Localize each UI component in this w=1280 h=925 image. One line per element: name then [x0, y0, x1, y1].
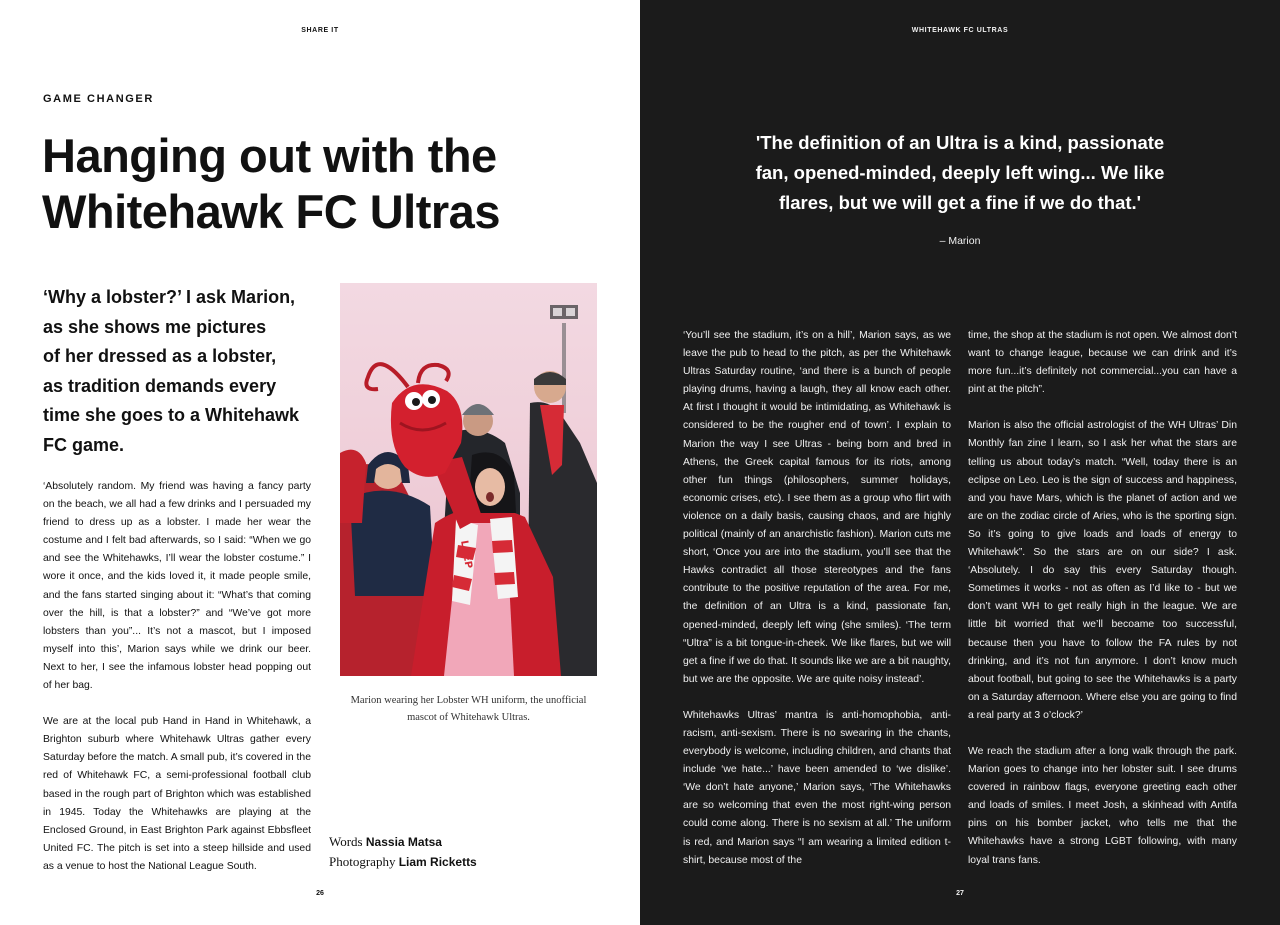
credit-photography	[329, 852, 609, 872]
body-paragraph: ‘You’ll see the stadium, it’s on a hill’, Marion says, as we leave the pub to head to the pitch, as per the Whitehawk Ultras Saturday routine, ‘and there is a bunch of people playing drums, having a laugh, they all know each other. At first I thought it would be intimidating, as Whitehawk is considered to be the rougher end of town’. I explain to Marion the way I see Ultras - being born and bred in Athens, the Greek capital famous for its riots, among other fun things (philosophers, summer holidays, economic crises, etc). I see them as a group who flirt with violence on a daily basis, causing chaos, and are highly political (mainly of an anarchistic fashion). Marion cuts me short, ‘Once you are into the stadium, you’ll see that the Hawks contradict all those stereotypes and the fans contribute to the positive reputation of the area. For me, the definition of an Ultra is a kind, passionate fan, opened-minded, deeply left wing (she smiles). ‘The term “Ultra” is a bit tongue-in-cheek. We like flares, but we will get a fine if we do that. It sounds like we are a bit naughty, but we are the opposite. We are quite noisy instead’.	[683, 330, 951, 685]
scarf-lettering: LREP	[458, 539, 474, 570]
running-head-left: SHARE IT	[301, 27, 339, 34]
right-page	[640, 0, 1280, 925]
standfirst-line: as she shows me pictures	[43, 316, 267, 337]
page-number-right: 27	[956, 890, 964, 897]
article-credits	[329, 832, 609, 872]
standfirst-line: FC game.	[43, 434, 125, 455]
pull-quote-line: flares, but we will get a fine if we do that.'	[778, 192, 1142, 213]
standfirst	[43, 283, 333, 461]
article-headline	[42, 128, 602, 240]
body-column-left	[43, 478, 311, 876]
body-paragraph: Marion is also the official astrologist of the WH Ultras’ Din Monthly fan zine I learn, so I ask her what the stars are telling us about today’s match. “Well, today there is an eclipse on Leo. Leo is the sign of success and happiness, and you have Mars, which is the planet of action and we are on the zodiac circle of Aries, who is the sporting sign. So it’s going to give loads and loads of energy to Whitehawk”. So the stars are on our side? I ask. ‘Absolutely. I do say this every Saturday though. Sometimes it works - not as often as I’d like to - but we don’t want WH to get really high in the league. We are little bit worried that we’ll becoame too successful, because then you have to follow the FA rules by not drinking, and it’s not fun anymore. I don’t know much about football, but going to see the Whitehawks is a party on a Saturday afternoon. Where else you are going to find a real party at 3 o’clock?’	[968, 420, 1237, 721]
page-number-left: 26	[316, 890, 324, 897]
credit-words	[329, 832, 609, 852]
credit-photo-name: Liam Ricketts	[398, 855, 477, 869]
body-paragraph: We are at the local pub Hand in Hand in Whitehawk, a Brighton suburb where Whitehawk Ultras gather every Saturday before the match. A small pub, it’s covered in the red of Whitehawk FC, a semi-professional football club based in the rough part of Brighton which was established in 1945. Today the Whitehawks are playing at the Enclosed Ground, in East Brighton Park against Ebbsfleet United FC. The pitch is set into a steep hillside and used as a venue to host the National League South.	[43, 716, 311, 872]
lobster-fan-photo	[340, 283, 597, 676]
body-paragraph: We reach the stadium after a long walk through the park. Marion goes to change into her lobster suit. I see drums covered in rainbow flags, everyone greeting each other and loads of smiles. I meet Josh, a skinhead with Antifa pins on his bomber jacket, who tells me that the Whitehawks have a strong LGBT following, with many loyal trans fans.	[968, 745, 1237, 866]
quote-attribution: – Marion	[939, 235, 981, 247]
body-paragraph: ‘Absolutely random. My friend was having a fancy party on the beach, we all had a few drinks and I persuaded my friend to dress up as a lobster. I made her wear the costume and I felt bad afterwards, so I said: “When we go and see the Whitehawks, I’ll wear the lobster costume.” I wore it once, and the kids loved it, it made people smile, and the fans started singing about it: “What’s that coming over the hill, is that a lobster?” and “We’ve got more lobsters than you”... It’s not a mascot, but I imposed myself into this’, Marion says while we drink our beer. Next to her, I see the infamous lobster head popping out of her bag.	[43, 481, 311, 692]
pull-quote-line: 'The definition of an Ultra is a kind, passionate	[755, 132, 1165, 153]
body-paragraph: Whitehawks Ultras’ mantra is anti-homophobia, anti-racism, anti-sexism. There is no swearing in the chants, everybody is welcome, including children, and chants that include ‘we hate...’ have been amended to ‘we dislike’. ‘We don’t hate anyone,’ Marion says, ‘The Whitehawks are so welcoming that even the most right-wing person could come along. There is no sexism at all.’ The uniform is red, and Marion says “I am wearing a limited edition t-shirt, because most of the	[683, 709, 951, 866]
credit-words-name: Nassia Matsa	[365, 835, 442, 849]
section-kicker: GAME CHANGER	[43, 93, 154, 105]
headline-line: Whitehawk FC Ultras	[42, 185, 500, 238]
body-column-right-1	[683, 327, 951, 870]
standfirst-line: as tradition demands every	[43, 375, 277, 396]
photo-caption: Marion wearing her Lobster WH uniform, the unofficial mascot of Whitehawk Ultras.	[350, 695, 587, 723]
standfirst-line: of her dressed as a lobster,	[43, 346, 277, 367]
body-column-right-2	[968, 327, 1237, 870]
standfirst-line: time she goes to a Whitehawk	[43, 405, 300, 426]
pull-quote-line: fan, opened-minded, deeply left wing... We like	[755, 162, 1165, 183]
pull-quote	[710, 128, 1210, 218]
headline-line: Hanging out with the	[42, 129, 497, 182]
credit-words-label: Words	[329, 834, 363, 849]
credit-photo-label: Photography	[329, 854, 396, 869]
standfirst-line: ‘Why a lobster?’ I ask Marion,	[43, 287, 296, 307]
running-head-right: WHITEHAWK FC ULTRAS	[911, 27, 1009, 34]
body-paragraph: time, the shop at the stadium is not open. We almost don’t want to change league, because we can drink and it’s more fun...it’s definitely not commercial...you can have a pint at the pitch”.	[968, 330, 1237, 396]
